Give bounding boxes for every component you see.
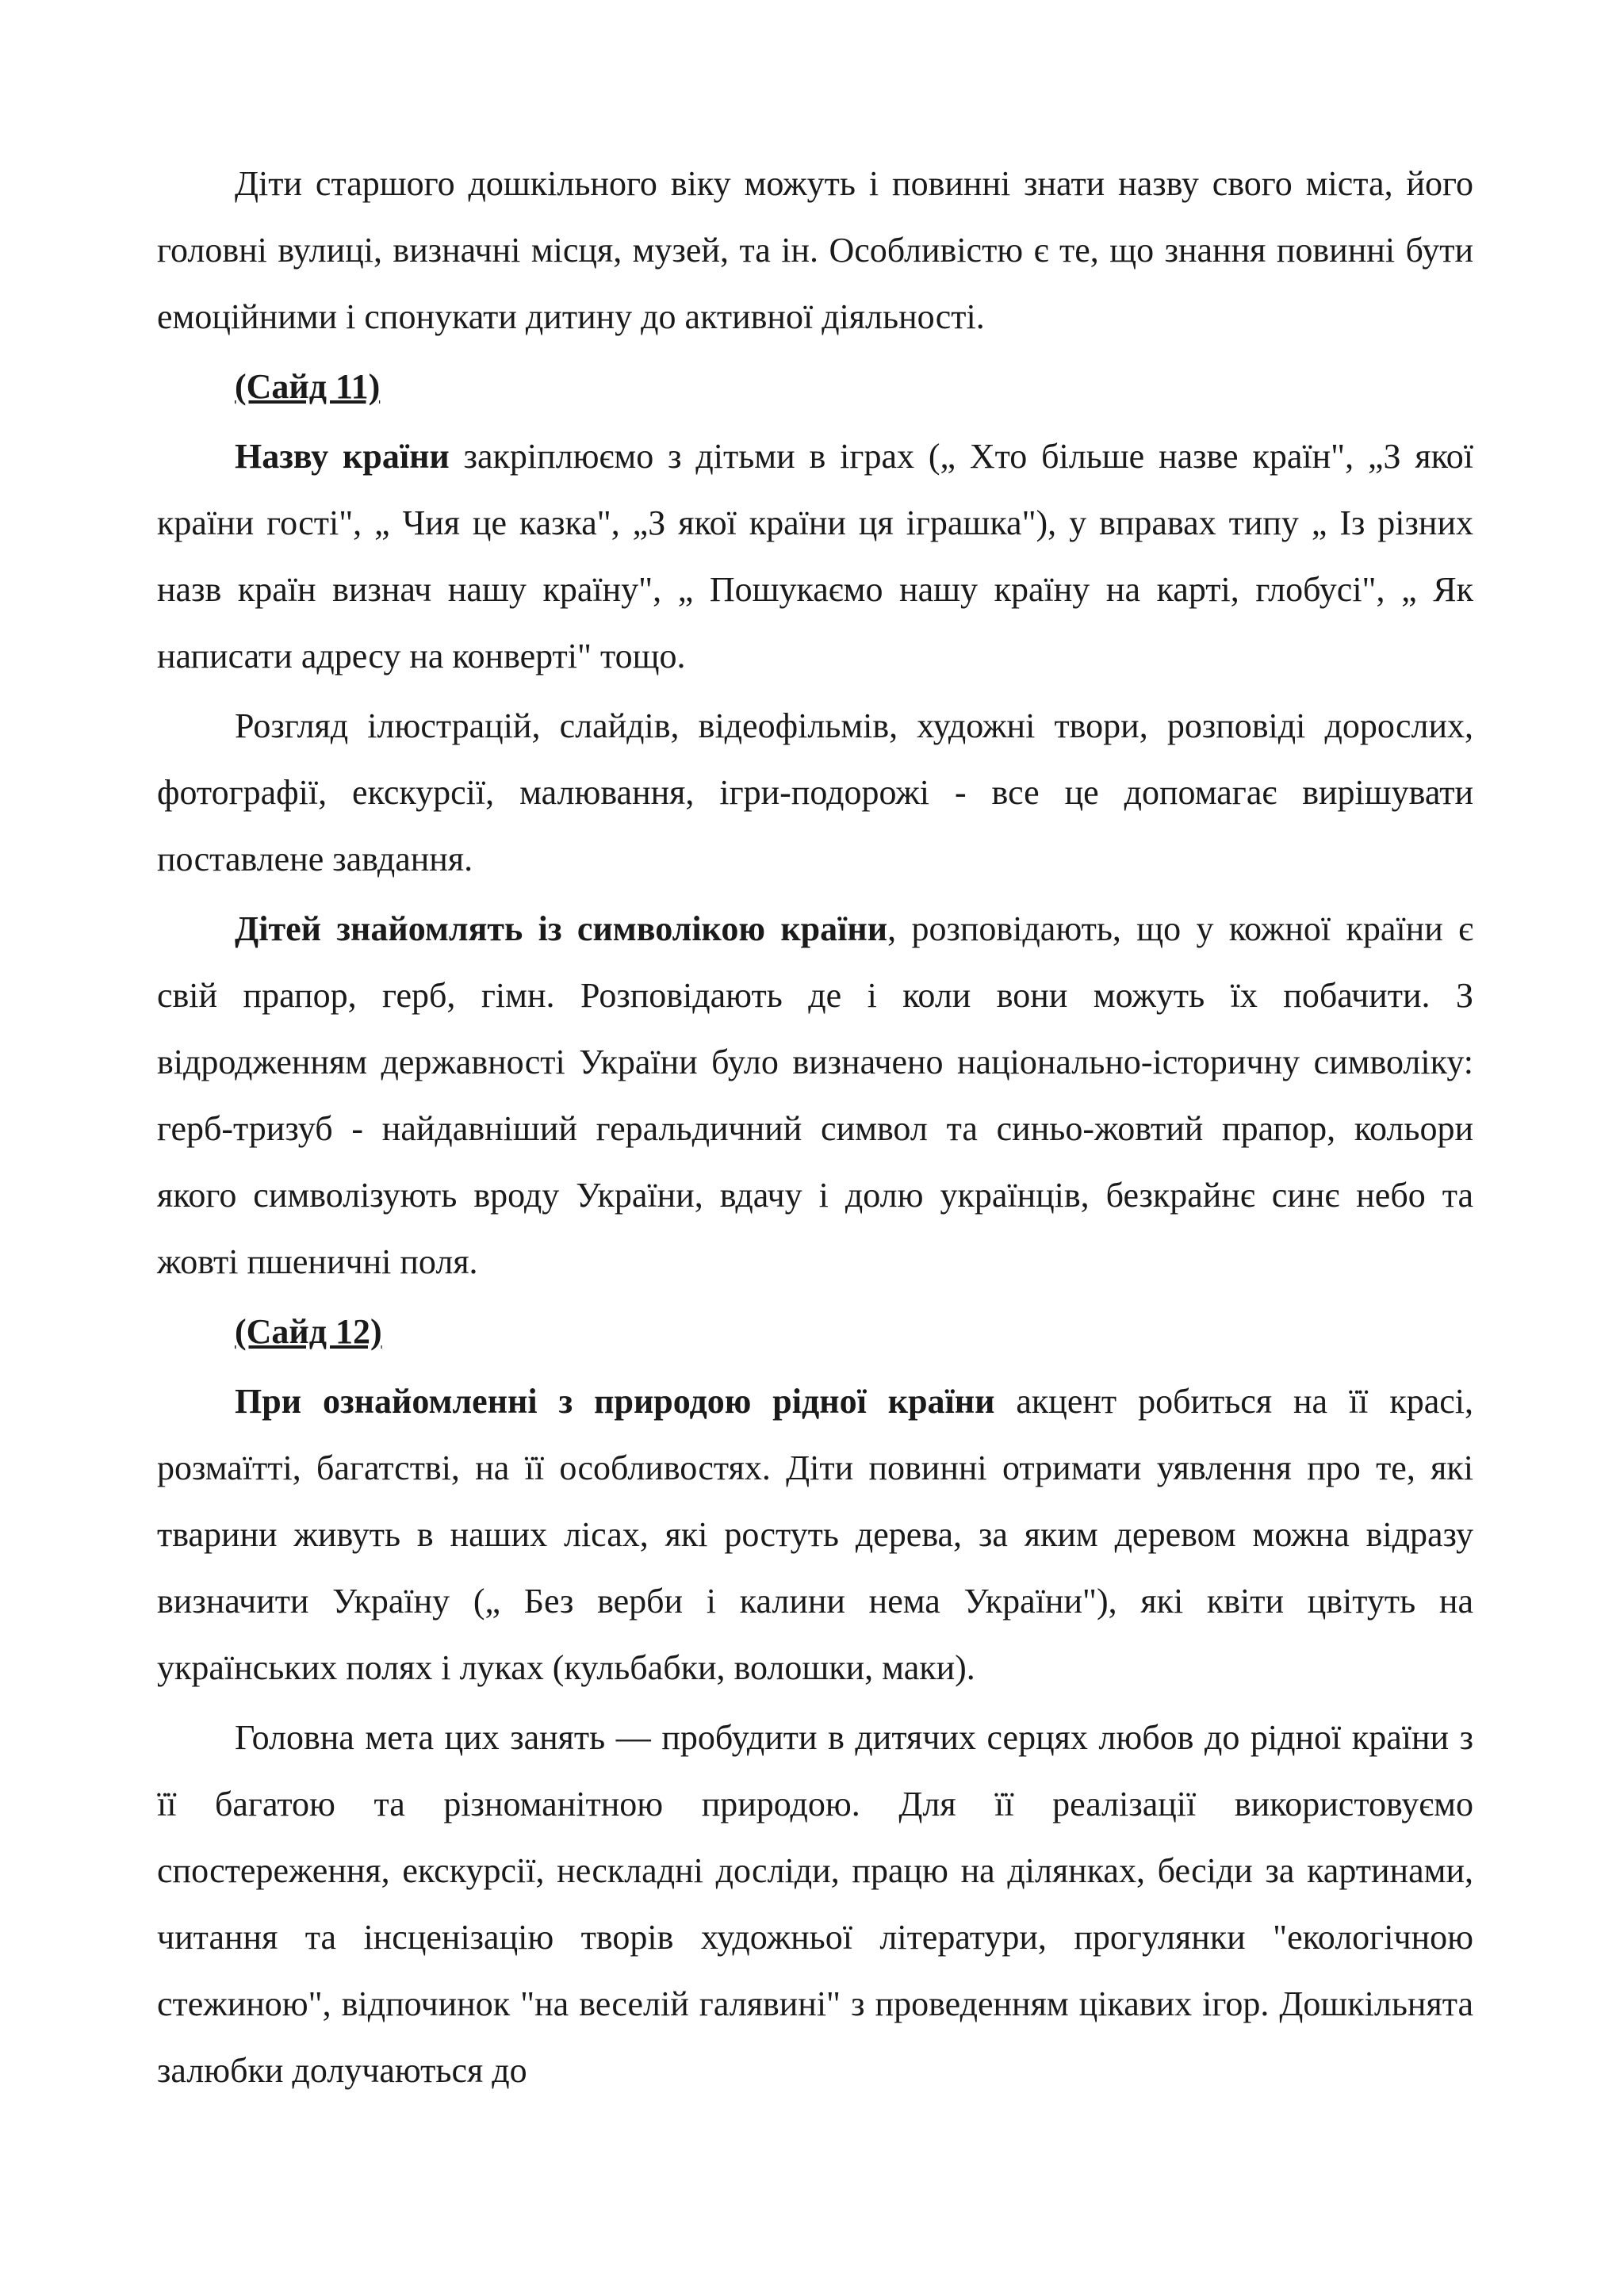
paragraph-city-knowledge: Діти старшого дошкільного віку можуть і повинні знати назву свого міста, його головні вулиці, визначні місця, музей, та ін. Особливістю є те, що знання повинні бути емоційними і спонукати дитину до активної діяльності. [157, 164, 1473, 336]
document-body [157, 151, 1473, 2107]
paragraph-symbols: Дітей знайомлять із символікою країни, розповідають, що у кожної країни є свій прапор, герб, гімн. Розповідають де і коли вони можуть їх побачити. З відродженням державності України було визначено національно-історичну символіку: герб-тризуб - найдавніший геральдичний символ та синьо-жовтий прапор, кольори якого символізують вроду України, вдачу і долю українців, безкрайнє синє небо та жовті пшеничні поля. [157, 909, 1474, 1281]
paragraph-main-goal: Головна мета цих занять — пробудити в дитячих серцях любов до рідної країни з її багатою та різноманітною природою. Для її реалізації використовуємо спостереження, екскурсії, нескладні досліди, працю на ділянках, бесіди за картинами, читання та інсценізацію творів художньої літератури, прогулянки "екологічною стежиною", відпочинок "на веселій галявині" з проведенням цікавих ігор. Дошкільнята залюбки долучаються до [157, 1718, 1473, 2090]
paragraph-illustrations: Розгляд ілюстрацій, слайдів, відеофільмів, художні твори, розповіді дорослих, фотографії, екскурсії, малювання, ігри-подорожі - все це допомагає вирішувати поставлене завдання. [157, 706, 1473, 878]
slide-heading-11: (Сайд 11) [235, 367, 381, 406]
paragraph-nature: При ознайомленні з природою рідної країни акцент робиться на її красі, розмаїтті, багатстві, на її особливостях. Діти повинні отримати уявлення про те, які тварини живуть в наших лісах, які ростуть дерева, за яким деревом можна відразу визначити Україну („ Без верби і калини нема України"), які квіти цвітуть на українських полях і луках (кульбабки, волошки, маки). [157, 1382, 1473, 1687]
bold-lead-nature: При ознайомленні з природою рідної країни [235, 1382, 995, 1421]
slide-heading-12: (Сайд 12) [235, 1312, 382, 1351]
paragraph-country-name: Назву країни закріплюємо з дітьми в іграх („ Хто більше назве країн", „З якої країни гості", „ Чия це казка", „З якої країни ця іграшка"), у вправах типу „ Із різних назв країн визнач нашу країну", „ Пошукаємо нашу країну на карті, глобусі", „ Як написати адресу на конверті" тощо. [157, 437, 1473, 675]
bold-lead-country-name: Назву країни [235, 437, 450, 476]
bold-lead-symbols: Дітей знайомлять із символікою країни [235, 909, 888, 948]
